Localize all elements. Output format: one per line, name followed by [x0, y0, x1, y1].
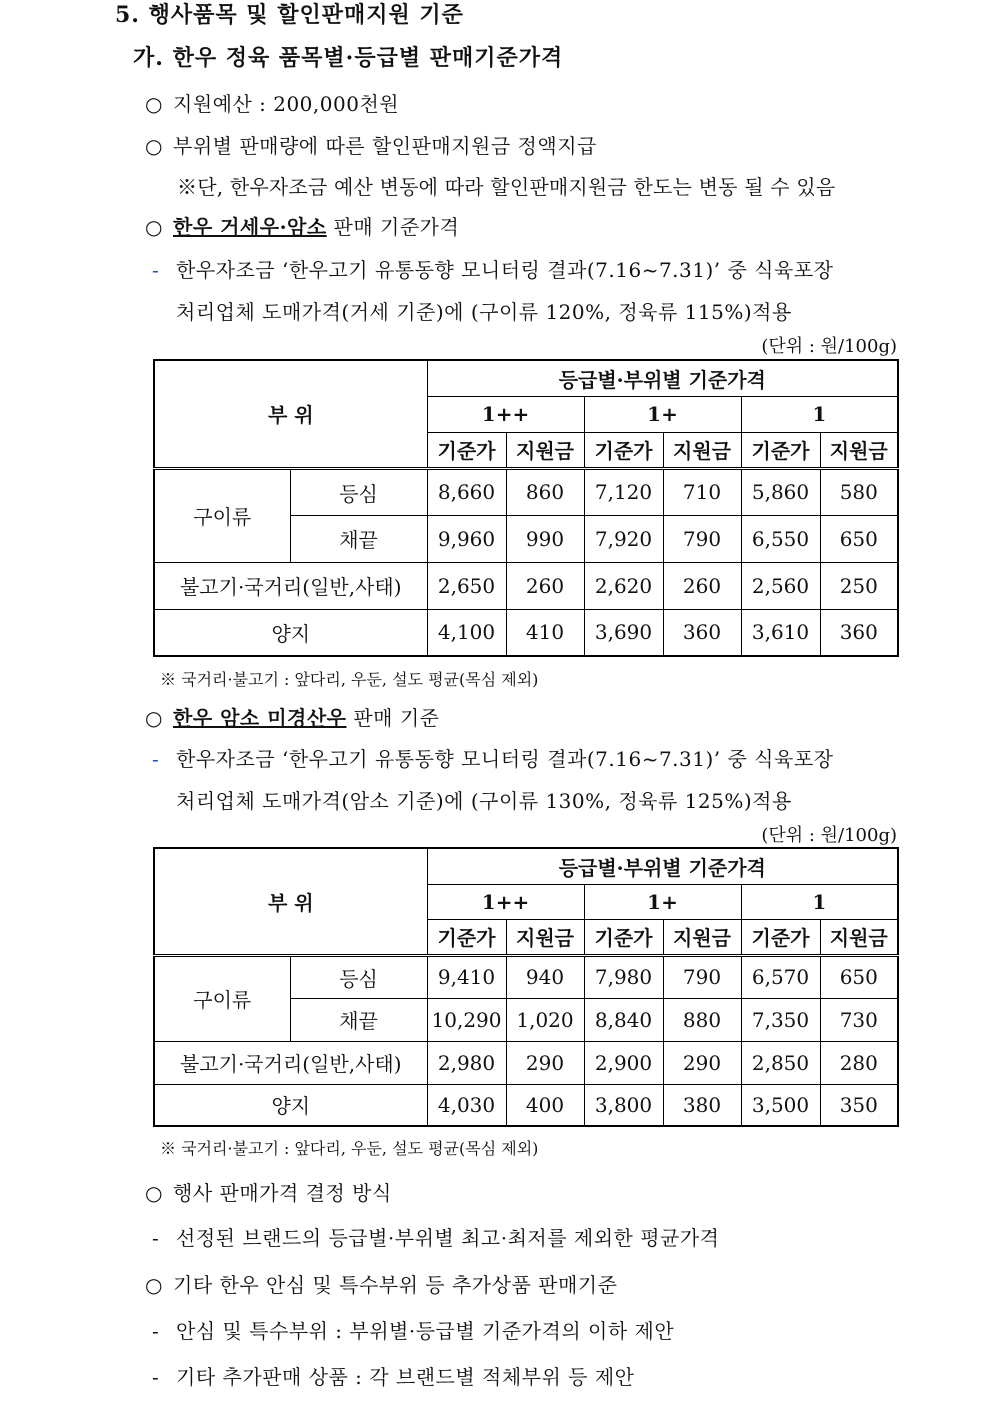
value-cell: 9,410: [427, 955, 506, 998]
value-cell: 380: [663, 1084, 741, 1126]
base-price-header: 기준가: [584, 919, 663, 955]
price-group-header: 등급별·부위별 기준가격: [427, 360, 898, 396]
category-cell: 구이류: [154, 468, 290, 562]
value-cell: 580: [820, 468, 898, 515]
dash-bullet: -: [152, 1226, 160, 1250]
section-b-heading: [145, 702, 440, 731]
value-cell: 4,030: [427, 1084, 506, 1126]
value-cell: 2,650: [427, 562, 506, 609]
value-cell: 260: [663, 562, 741, 609]
price-table-b: [153, 847, 899, 1127]
base-price-header: 기준가: [741, 432, 820, 468]
method-line: [145, 1177, 392, 1206]
other-line: [145, 1269, 617, 1298]
table-row: [154, 468, 898, 515]
dash-bullet: -: [152, 747, 160, 771]
support-header: 지원금: [506, 919, 584, 955]
base-price-header: 기준가: [741, 919, 820, 955]
value-cell: 7,980: [584, 955, 663, 998]
section-a-heading-underlined: 한우 거세우·암소: [173, 215, 327, 239]
value-cell: 280: [820, 1041, 898, 1084]
support-header: 지원금: [663, 432, 741, 468]
value-cell: 4,100: [427, 609, 506, 656]
circle-bullet: ○: [145, 1273, 163, 1297]
value-cell: 880: [663, 998, 741, 1041]
method-desc-line: [152, 1222, 720, 1251]
section-b-heading-underlined: 한우 암소 미경산우: [173, 706, 347, 730]
value-cell: 7,350: [741, 998, 820, 1041]
section-a-desc1: 한우자조금 ‘한우고기 유통동향 모니터링 결과(7.16~7.31)’ 중 식육포장: [176, 258, 834, 282]
value-cell: 650: [820, 515, 898, 562]
circle-bullet: ○: [145, 134, 163, 158]
section-b-desc2: 처리업체 도매가격(암소 기준)에 (구이류 130%, 정육류 125%)적용: [176, 789, 792, 813]
category-cell: 구이류: [154, 955, 290, 1041]
value-cell: 790: [663, 515, 741, 562]
base-price-header: 기준가: [584, 432, 663, 468]
dash-bullet: -: [152, 258, 160, 282]
grade-1-header: 1: [741, 884, 898, 919]
value-cell: 350: [820, 1084, 898, 1126]
section-a-desc-line1: [152, 254, 833, 283]
value-cell: 8,660: [427, 468, 506, 515]
circle-bullet: ○: [145, 92, 163, 116]
value-cell: 3,610: [741, 609, 820, 656]
value-cell: 3,800: [584, 1084, 663, 1126]
section-a-unit: (단위 : 원/100g): [761, 336, 897, 357]
table-row: [154, 562, 898, 609]
grade-1-header: 1: [741, 396, 898, 432]
value-cell: 400: [506, 1084, 584, 1126]
part-cell: 채끝: [290, 515, 427, 562]
part-cell: 채끝: [290, 998, 427, 1041]
value-cell: 730: [820, 998, 898, 1041]
value-cell: 8,840: [584, 998, 663, 1041]
sub-title: 가. 한우 정육 품목별·등급별 판매기준가격: [133, 45, 564, 71]
part-cell: 등심: [290, 468, 427, 515]
part-cell: 양지: [154, 1084, 427, 1126]
value-cell: 260: [506, 562, 584, 609]
other-desc2: 기타 추가판매 상품 : 각 브랜드별 적체부위 등 제안: [176, 1365, 635, 1389]
value-cell: 3,690: [584, 609, 663, 656]
value-cell: 10,290: [427, 998, 506, 1041]
value-cell: 6,570: [741, 955, 820, 998]
base-price-header: 기준가: [427, 919, 506, 955]
value-cell: 9,960: [427, 515, 506, 562]
part-header: 부 위: [154, 360, 427, 468]
value-cell: 250: [820, 562, 898, 609]
base-price-header: 기준가: [427, 432, 506, 468]
section-b-desc-line1: [152, 743, 833, 772]
value-cell: 290: [663, 1041, 741, 1084]
section-title: 5. 행사품목 및 할인판매지원 기준: [115, 2, 464, 28]
method-desc: 선정된 브랜드의 등급별·부위별 최고·최저를 제외한 평균가격: [176, 1226, 720, 1250]
budget-line: [145, 88, 399, 117]
support-header: 지원금: [820, 432, 898, 468]
budget-note: ※단, 한우자조금 예산 변동에 따라 할인판매지원금 한도는 변동 될 수 있음: [177, 175, 836, 199]
grade-1pp-header: 1++: [427, 884, 584, 919]
table-row: [154, 1084, 898, 1126]
part-cell: 등심: [290, 955, 427, 998]
other-desc1: 안심 및 특수부위 : 부위별·등급별 기준가격의 이하 제안: [176, 1319, 675, 1343]
value-cell: 2,620: [584, 562, 663, 609]
value-cell: 1,020: [506, 998, 584, 1041]
value-cell: 3,500: [741, 1084, 820, 1126]
grade-1p-header: 1+: [584, 884, 741, 919]
payment-line: [145, 130, 597, 159]
part-cell: 불고기·국거리(일반,사태): [154, 1041, 427, 1084]
section-a-heading-rest: 판매 기준가격: [326, 215, 460, 239]
value-cell: 860: [506, 468, 584, 515]
value-cell: 2,850: [741, 1041, 820, 1084]
section-a-footnote: ※ 국거리·불고기 : 앞다리, 우둔, 설도 평균(목심 제외): [160, 670, 539, 689]
other-title: 기타 한우 안심 및 특수부위 등 추가상품 판매기준: [173, 1273, 618, 1297]
dash-bullet: -: [152, 1365, 160, 1389]
price-group-header: 등급별·부위별 기준가격: [427, 848, 898, 884]
table-row: [154, 955, 898, 998]
section-b-footnote: ※ 국거리·불고기 : 앞다리, 우둔, 설도 평균(목심 제외): [160, 1139, 539, 1158]
support-header: 지원금: [663, 919, 741, 955]
circle-bullet: ○: [145, 1181, 163, 1205]
part-cell: 불고기·국거리(일반,사태): [154, 562, 427, 609]
value-cell: 2,560: [741, 562, 820, 609]
circle-bullet: ○: [145, 706, 163, 730]
value-cell: 2,900: [584, 1041, 663, 1084]
grade-1p-header: 1+: [584, 396, 741, 432]
value-cell: 7,120: [584, 468, 663, 515]
value-cell: 650: [820, 955, 898, 998]
value-cell: 940: [506, 955, 584, 998]
value-cell: 710: [663, 468, 741, 515]
part-header: 부 위: [154, 848, 427, 955]
value-cell: 360: [663, 609, 741, 656]
section-a-desc2: 처리업체 도매가격(거세 기준)에 (구이류 120%, 정육류 115%)적용: [176, 300, 792, 324]
section-b-heading-rest: 판매 기준: [346, 706, 440, 730]
value-cell: 5,860: [741, 468, 820, 515]
value-cell: 790: [663, 955, 741, 998]
support-header: 지원금: [820, 919, 898, 955]
circle-bullet: ○: [145, 215, 163, 239]
value-cell: 6,550: [741, 515, 820, 562]
value-cell: 2,980: [427, 1041, 506, 1084]
section-a-heading: [145, 211, 459, 240]
table-row: [154, 609, 898, 656]
value-cell: 7,920: [584, 515, 663, 562]
dash-bullet: -: [152, 1319, 160, 1343]
support-header: 지원금: [506, 432, 584, 468]
value-cell: 290: [506, 1041, 584, 1084]
other-desc1-line: [152, 1315, 674, 1344]
price-table-a: [153, 359, 899, 657]
payment-text: 부위별 판매량에 따른 할인판매지원금 정액지급: [173, 134, 597, 158]
section-b-unit: (단위 : 원/100g): [761, 825, 897, 846]
part-cell: 양지: [154, 609, 427, 656]
grade-1pp-header: 1++: [427, 396, 584, 432]
section-b-desc1: 한우자조금 ‘한우고기 유통동향 모니터링 결과(7.16~7.31)’ 중 식육포장: [176, 747, 834, 771]
value-cell: 990: [506, 515, 584, 562]
value-cell: 360: [820, 609, 898, 656]
value-cell: 410: [506, 609, 584, 656]
method-title: 행사 판매가격 결정 방식: [173, 1181, 392, 1205]
budget-text: 지원예산 : 200,000천원: [173, 92, 400, 116]
table-row: [154, 1041, 898, 1084]
other-desc2-line: [152, 1361, 635, 1390]
